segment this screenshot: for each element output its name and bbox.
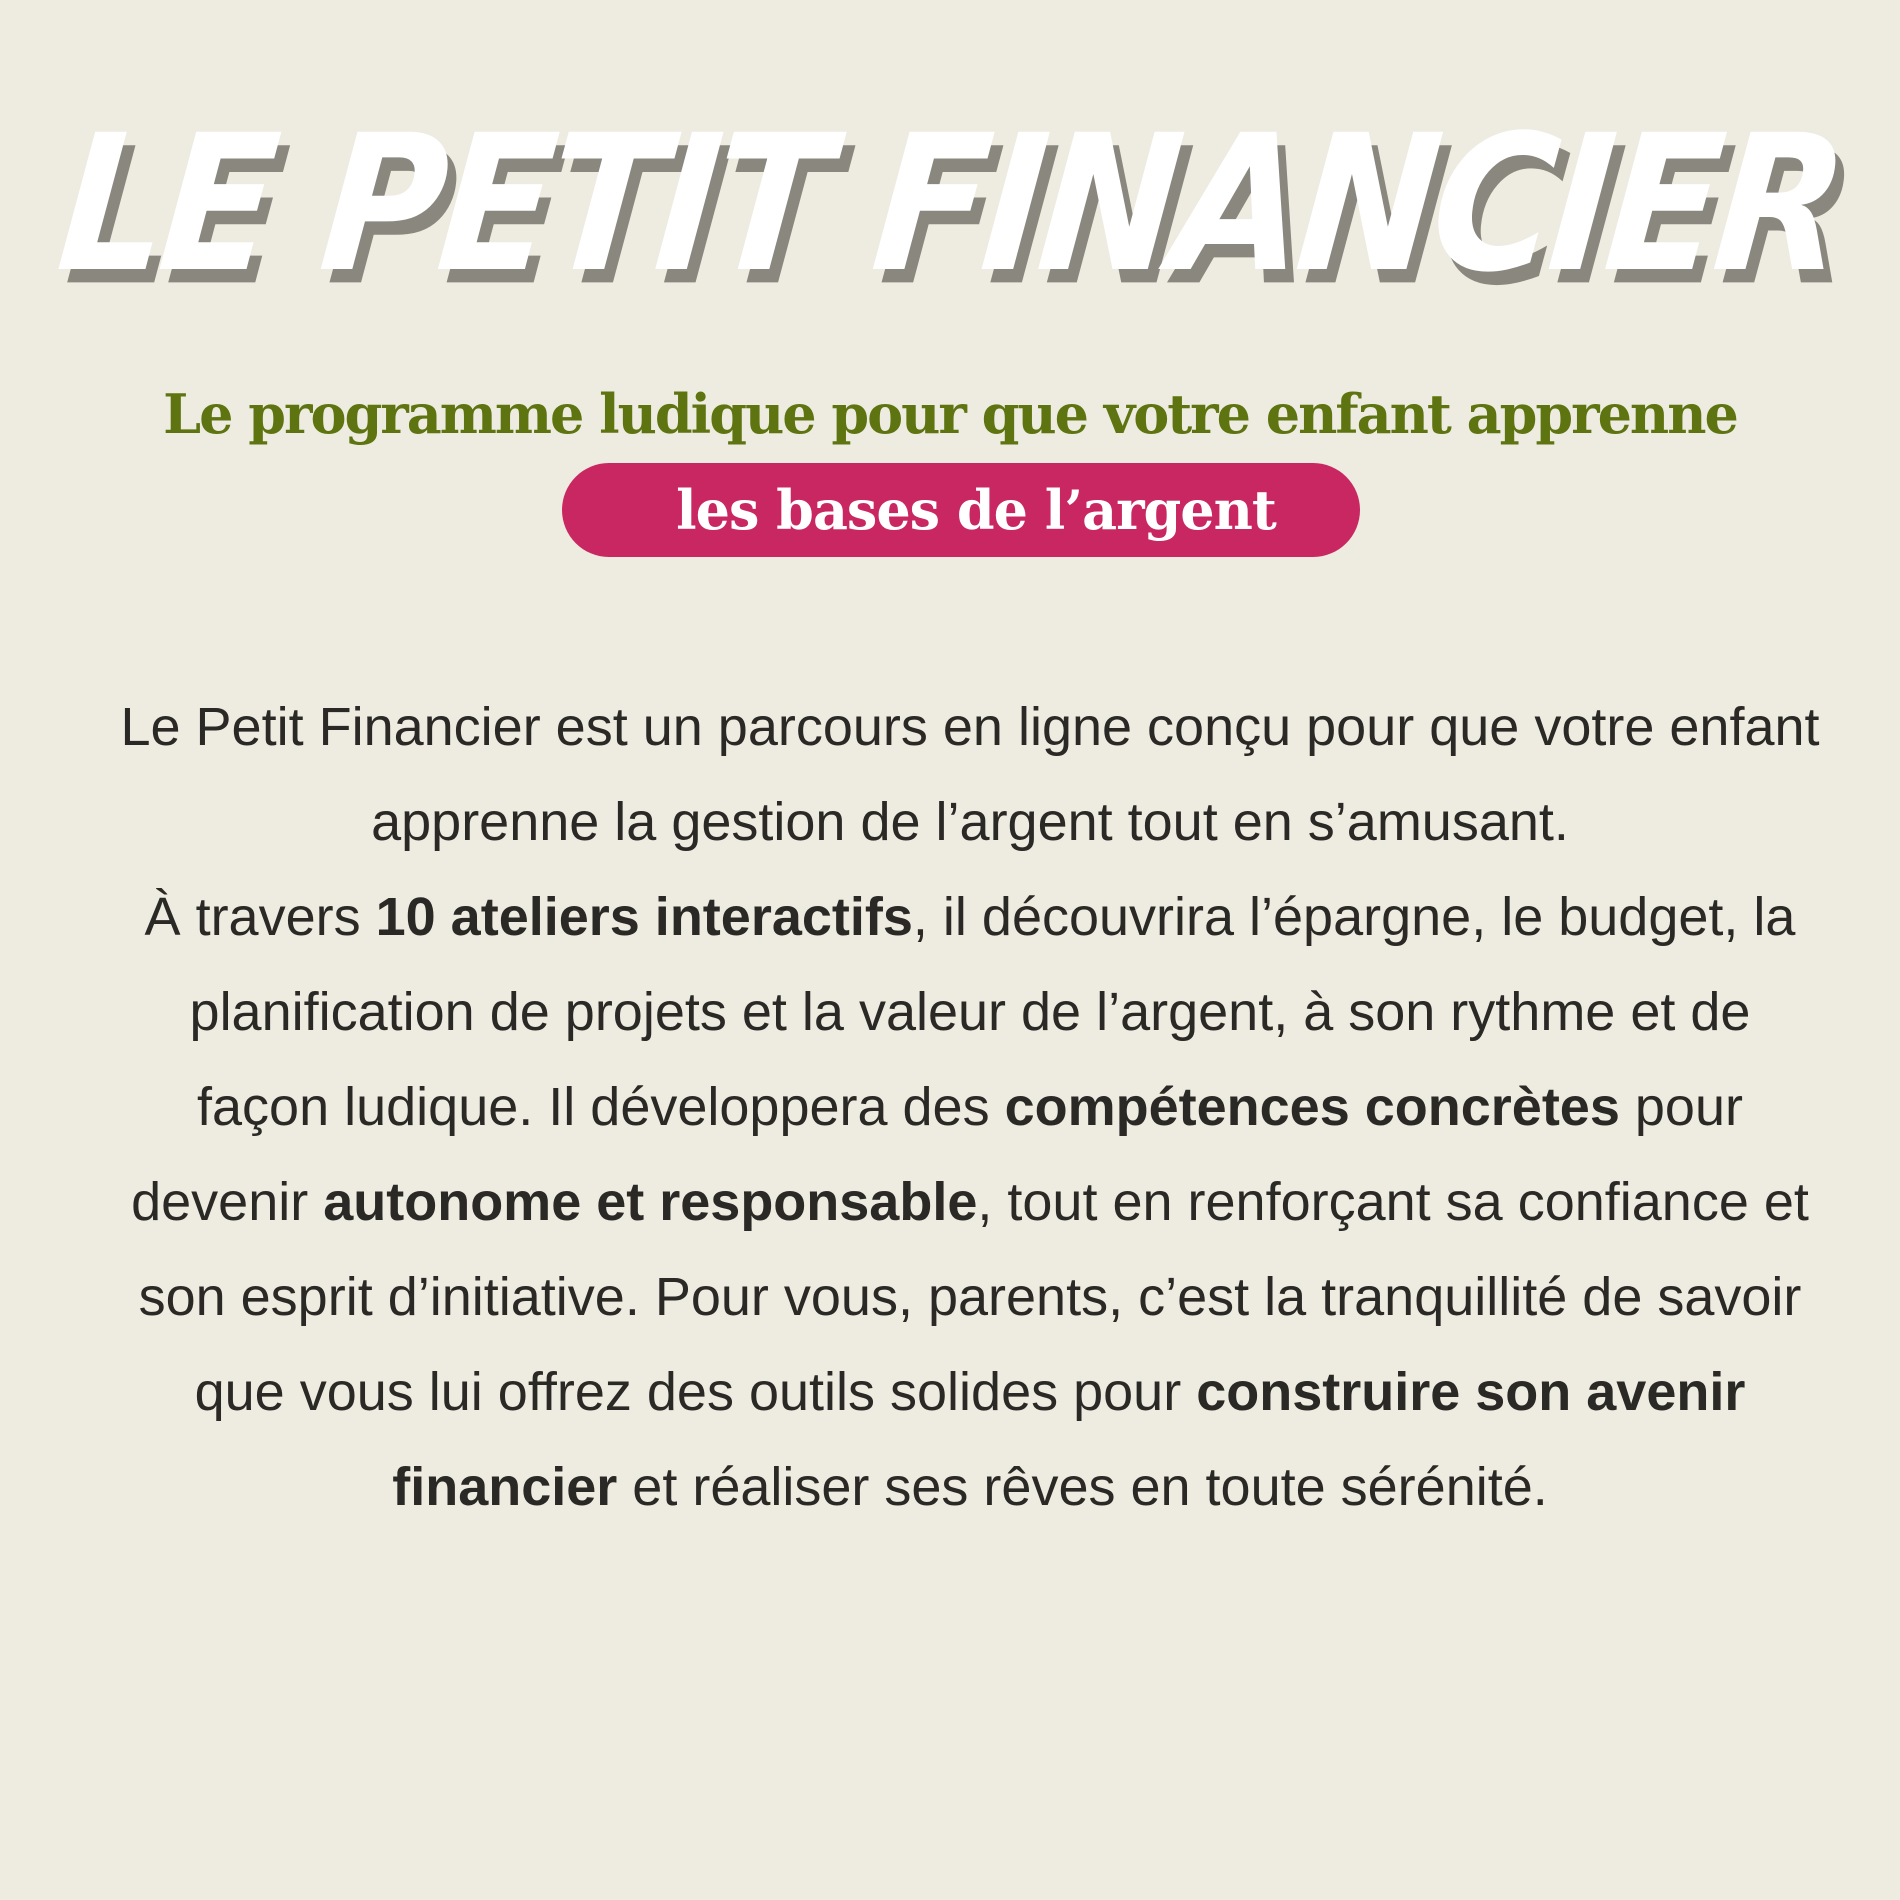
text-segment: pour devenir xyxy=(131,1077,1743,1232)
bold-segment: construire son avenir financier xyxy=(392,1362,1746,1517)
text-segment: , il découvrira l’épargne, le budget, la planification de projets et la valeur de l’argent, à son rythme et de façon ludique. Il développera des xyxy=(189,887,1796,1137)
subtitle: Le programme ludique pour que votre enfant apprenne xyxy=(163,382,1737,446)
page-title: LE PETIT FINANCIER xyxy=(50,94,1850,314)
bold-segment: 10 ateliers interactifs xyxy=(375,887,913,947)
description-paragraph-2 xyxy=(120,870,1820,1535)
text-segment: , tout en renforçant sa confiance et son esprit d’initiative. Pour vous, parents, c’est la tranquillité de savoir que vous lui offrez des outils solides pour xyxy=(138,1172,1809,1422)
text-segment: À travers xyxy=(144,887,376,947)
highlight-text: les bases de l’argent xyxy=(676,478,1276,542)
title-wrapper xyxy=(0,94,1900,314)
text-segment: et réaliser ses rêves en toute sérénité. xyxy=(617,1457,1548,1517)
description-paragraph-1: Le Petit Financier est un parcours en ligne conçu pour que votre enfant apprenne la gestion de l’argent tout en s’amusant. xyxy=(120,697,1820,852)
bold-segment: compétences concrètes xyxy=(1004,1077,1620,1137)
highlight-pill xyxy=(562,463,1360,557)
description xyxy=(120,680,1820,1535)
bold-segment: autonome et responsable xyxy=(323,1172,978,1232)
